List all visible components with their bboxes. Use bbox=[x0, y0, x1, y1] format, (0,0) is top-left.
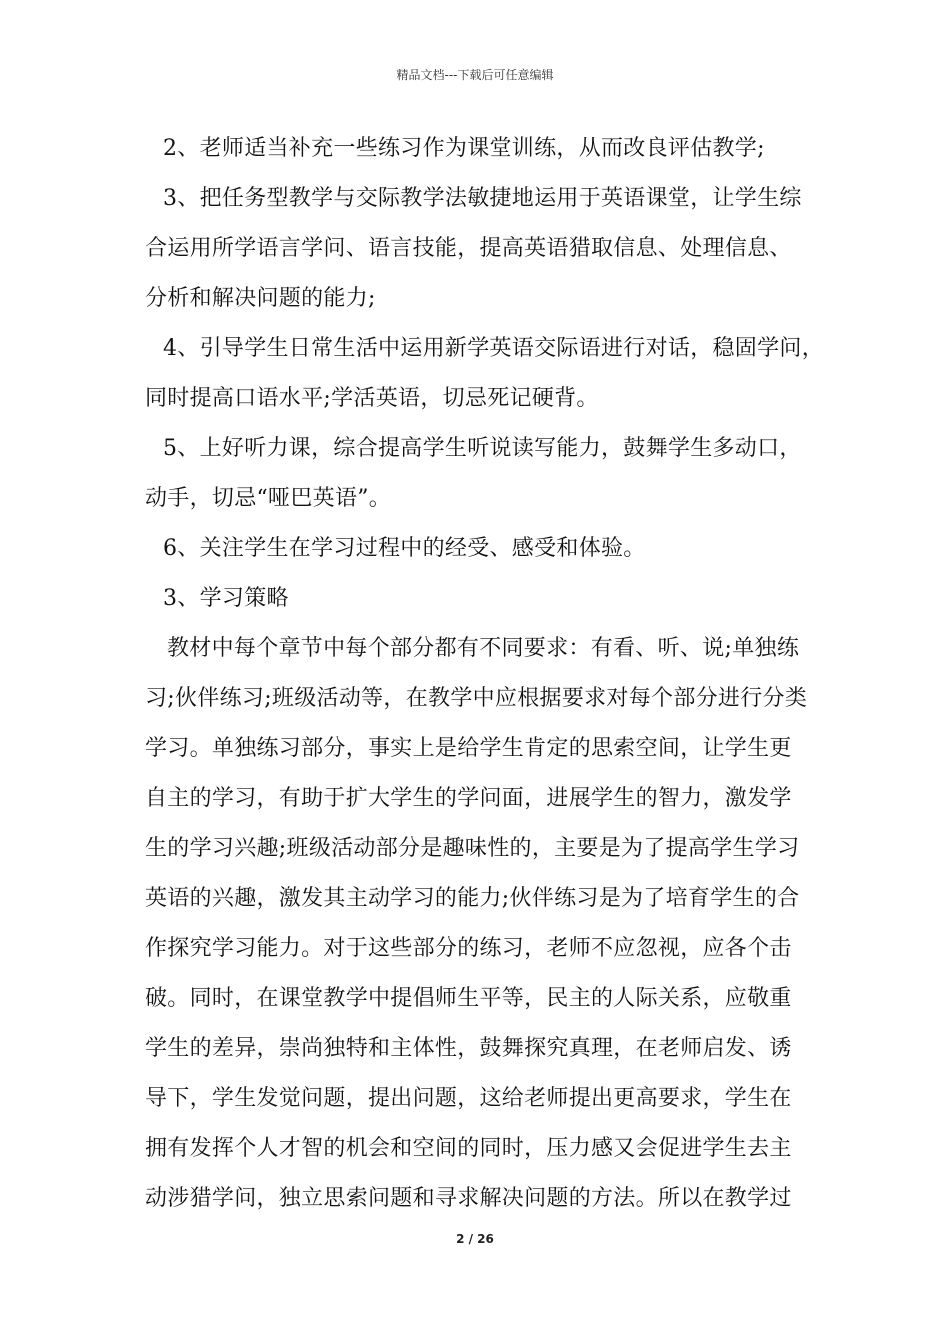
paragraph-line: 6、关注学生在学习过程中的经受、感受和体验。 bbox=[163, 536, 646, 561]
page-header: 精品文档---下载后可任意编辑 bbox=[396, 68, 554, 82]
paragraph-line: 4、引导学生日常生活中运用新学英语交际语进行对话，稳固学问， bbox=[163, 336, 824, 361]
paragraph-line: 5、上好听力课，综合提高学生听说读写能力，鼓舞学生多动口， bbox=[163, 436, 802, 461]
paragraph-line: 教材中每个章节中每个部分都有不同要求：有看、听、说;单独练 bbox=[167, 636, 800, 661]
paragraph-line: 2、老师适当补充一些练习作为课堂训练，从而改良评估教学; bbox=[163, 136, 765, 161]
page-number: 2 / 26 bbox=[456, 1232, 494, 1246]
paragraph-line: 动涉猎学问，独立思索问题和寻求解决问题的方法。所以在教学过 bbox=[145, 1186, 792, 1211]
paragraph-line: 破。同时，在课堂教学中提倡师生平等，民主的人际关系，应敬重 bbox=[145, 986, 792, 1011]
paragraph-line: 学习。单独练习部分，事实上是给学生肯定的思索空间，让学生更 bbox=[145, 736, 792, 761]
paragraph-line: 导下，学生发觉问题，提出问题，这给老师提出更高要求，学生在 bbox=[145, 1086, 792, 1111]
paragraph-line: 学生的差异，崇尚独特和主体性，鼓舞探究真理，在老师启发、诱 bbox=[145, 1036, 792, 1061]
paragraph-line: 自主的学习，有助于扩大学生的学问面，进展学生的智力，激发学 bbox=[145, 786, 792, 811]
paragraph-line: 作探究学习能力。对于这些部分的练习，老师不应忽视，应各个击 bbox=[145, 936, 792, 961]
paragraph-line: 3、把任务型教学与交际教学法敏捷地运用于英语课堂，让学生综 bbox=[163, 186, 802, 211]
document-body bbox=[145, 124, 824, 1224]
paragraph-line: 分析和解决问题的能力; bbox=[145, 286, 376, 311]
paragraph-line: 英语的兴趣，激发其主动学习的能力;伙伴练习是为了培育学生的合 bbox=[145, 886, 800, 911]
paragraph-line: 拥有发挥个人才智的机会和空间的同时，压力感又会促进学生去主 bbox=[145, 1136, 792, 1161]
paragraph-line: 生的学习兴趣;班级活动部分是趣味性的，主要是为了提高学生学习 bbox=[145, 836, 800, 861]
section-heading: 3、学习策略 bbox=[163, 586, 289, 611]
paragraph-line: 同时提高口语水平;学活英语，切忌死记硬背。 bbox=[145, 386, 599, 411]
paragraph-line: 动手，切忌“哑巴英语”。 bbox=[145, 486, 392, 511]
paragraph-line: 合运用所学语言学问、语言技能，提高英语猎取信息、处理信息、 bbox=[145, 236, 792, 261]
paragraph-line: 习;伙伴练习;班级活动等，在教学中应根据要求对每个部分进行分类 bbox=[145, 686, 808, 711]
